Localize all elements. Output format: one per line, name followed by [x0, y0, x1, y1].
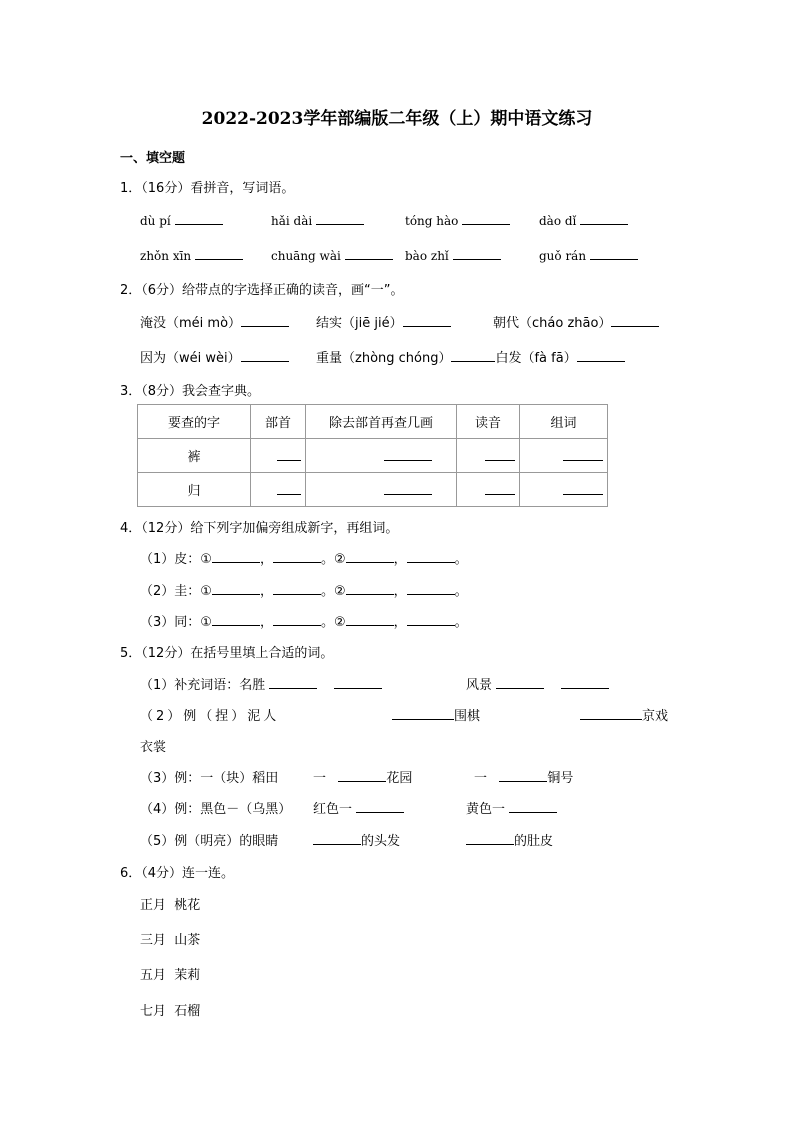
q5-line-4b: 红色一 [313, 798, 404, 817]
question-6-stem: 6．（4分）连一连。 [120, 866, 235, 881]
table-header-row [138, 405, 608, 439]
reading-item: 重量（zhòng chóng） 白发（fà fā） [316, 347, 625, 366]
section-heading-fill-blanks: 一、填空题 [120, 151, 186, 166]
q5-line-3: （3）例：一（块）稻田 [140, 771, 279, 786]
page-title: 2022-2023学年部编版二年级（上）期中语文练习 [201, 109, 593, 129]
question-2-stem: 2．（6分）给带点的字选择正确的读音，画“一”。 [120, 283, 404, 298]
radical-row: （2）圭：① ， 。② ， 。 [140, 580, 468, 599]
pinyin-item: hǎi dài [271, 211, 364, 228]
table-cell-blank[interactable] [306, 473, 457, 507]
reading-item: 结实（jiē jié） [316, 312, 451, 331]
question-1-stem: 1．（16分）看拼音，写词语。 [120, 181, 295, 196]
answer-blank[interactable] [403, 313, 451, 327]
table-cell-blank[interactable] [457, 439, 520, 473]
answer-blank[interactable] [462, 211, 510, 225]
reading-item: 淹没（méi mò） [140, 312, 289, 331]
q5-line-1: （1）补充词语：名胜 [140, 674, 382, 693]
table-header: 读音 [457, 405, 520, 439]
q5-line-2: （2）例（捏）泥人 [140, 709, 280, 724]
pinyin-item: tóng hào [405, 211, 510, 228]
q5-line-5c: 的肚皮 [466, 830, 553, 849]
dictionary-table [137, 404, 608, 507]
radical-row: （1）皮：① ， 。② ， 。 [140, 548, 468, 567]
radical-row: （3）同：① ， 。② ， 。 [140, 611, 468, 630]
q5-line-4: （4）例：黑色－（乌黑） [140, 802, 292, 817]
table-row [138, 439, 608, 473]
match-pair: 五月 茉莉 [140, 968, 201, 983]
answer-blank[interactable] [345, 246, 393, 260]
q5-line-3c: 一 铜号 [474, 767, 573, 786]
reading-item: 朝代（cháo zhāo） [493, 312, 659, 331]
question-4-stem: 4．（12分）给下列字加偏旁组成新字，再组词。 [120, 521, 399, 536]
table-header: 除去部首再查几画 [306, 405, 457, 439]
reading-item: 因为（wéi wèi） [140, 347, 289, 366]
match-pair: 正月 桃花 [140, 898, 201, 913]
question-3-stem: 3．（8分）我会查字典。 [120, 384, 261, 399]
q5-line-3b: 一 花园 [313, 767, 412, 786]
q5-line-2-wrap: 衣裳 [140, 740, 167, 755]
answer-blank[interactable] [580, 211, 628, 225]
table-cell-blank[interactable] [457, 473, 520, 507]
answer-blank[interactable] [577, 348, 625, 362]
table-cell-blank[interactable] [251, 473, 306, 507]
table-header: 要查的字 [138, 405, 251, 439]
table-cell-blank[interactable] [520, 439, 608, 473]
match-pair: 七月 石榴 [140, 1004, 201, 1019]
table-cell-char: 裤 [138, 439, 251, 473]
question-5-stem: 5．（12分）在括号里填上合适的词。 [120, 646, 334, 661]
table-header: 组词 [520, 405, 608, 439]
q5-line-5: （5）例（明亮）的眼睛 [140, 834, 279, 849]
answer-blank[interactable] [241, 348, 289, 362]
q5-line-4c: 黄色一 [466, 798, 557, 817]
answer-blank[interactable] [175, 211, 223, 225]
q5-line-2c: 京戏 [580, 705, 668, 724]
pinyin-item: zhǒn xīn [140, 246, 243, 263]
table-header: 部首 [251, 405, 306, 439]
table-cell-blank[interactable] [251, 439, 306, 473]
pinyin-item: chuāng wài [271, 246, 393, 263]
answer-blank[interactable] [316, 211, 364, 225]
pinyin-item: bào zhǐ [405, 246, 501, 263]
answer-blank[interactable] [453, 246, 501, 260]
pinyin-item: dào dǐ [539, 211, 628, 228]
answer-blank[interactable] [195, 246, 243, 260]
pinyin-item: guǒ rán [539, 246, 638, 263]
table-cell-blank[interactable] [520, 473, 608, 507]
table-row [138, 473, 608, 507]
q5-line-2b: 围棋 [392, 705, 480, 724]
table-cell-blank[interactable] [306, 439, 457, 473]
answer-blank[interactable] [451, 348, 495, 362]
answer-blank[interactable] [611, 313, 659, 327]
q5-line-5b: 的头发 [313, 830, 400, 849]
pinyin-item: dù pí [140, 211, 223, 228]
q5-line-1b: 风景 [466, 674, 609, 693]
answer-blank[interactable] [590, 246, 638, 260]
table-cell-char: 归 [138, 473, 251, 507]
match-pair: 三月 山茶 [140, 933, 201, 948]
answer-blank[interactable] [241, 313, 289, 327]
